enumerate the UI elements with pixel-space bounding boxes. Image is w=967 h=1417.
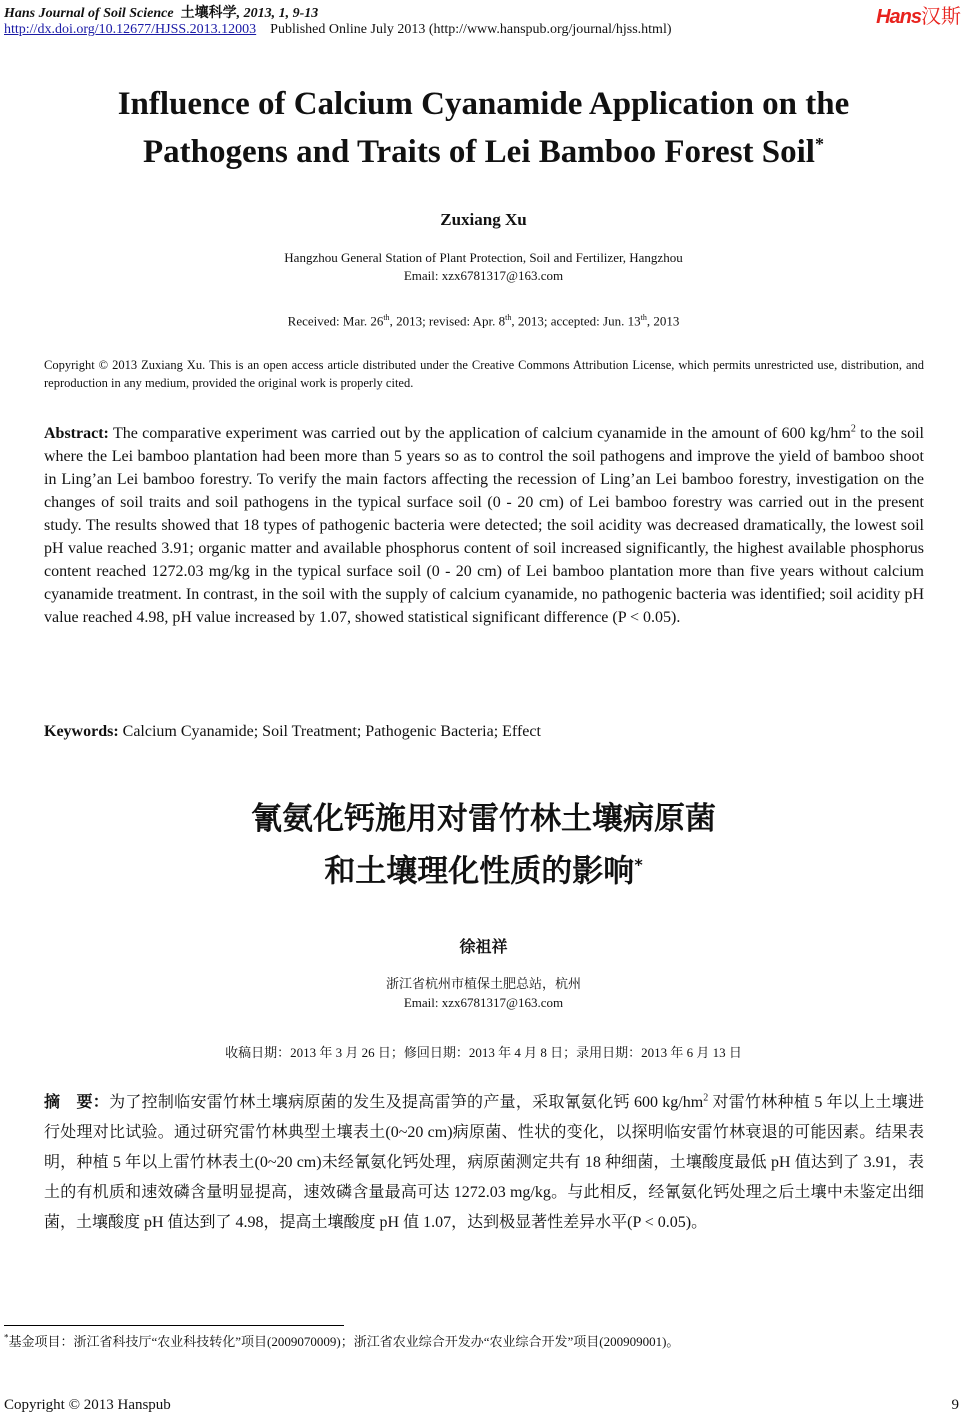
page-number: 9 <box>951 1397 959 1413</box>
revised-date: , 2013; revised: Apr. 8 <box>389 313 506 329</box>
ordinal-sup: th <box>383 313 390 322</box>
hans-logo <box>876 0 961 29</box>
abstract-en <box>44 422 924 629</box>
abstract-cn-text-2: 对雷竹林种植 5 年以上土壤进行处理对比试验。通过研究雷竹林典型土壤表土(0~20 cm)病原菌、性状的变化，以探明临安雷竹林衰退的可能因素。结果表明，种植 5 年以上雷竹林表土(0~20 cm)未经氰氨化钙处理，病原菌测定共有 18 种细菌，土壤酸度最低 pH 值达到了 3.91，表土的有机质和速效磷含量明显提高，速效磷含量最高可达 1272.03 mg/kg。与此相反，经氰氨化钙处理之后土壤中未鉴定出细菌，土壤酸度 pH 值达到了 4.98，提高土壤酸度 pH 值 1.07，达到极显著性差异水平(P < 0.05)。 <box>44 1094 924 1231</box>
abstract-text-1: The comparative experiment was carried out by the application of calcium cyanamide in the amount of 600 kg/hm <box>108 425 851 442</box>
logo-cn: 汉斯 <box>921 6 961 28</box>
copyright-notice: Copyright © 2013 Zuxiang Xu. This is an open access article distributed under the Creative Commons Attribution License, which permits unrestricted use, distribution, and reproduction in any medium, provided the original work is properly cited. <box>44 358 924 390</box>
superscript: 2 <box>850 423 856 435</box>
journal-name: Hans Journal of Soil Science <box>4 6 174 21</box>
author-name: Zuxiang Xu <box>440 210 527 229</box>
title-line-1: Influence of Calcium Cyanamide Application on the <box>117 86 850 122</box>
accepted-year: , 2013 <box>646 313 680 329</box>
keywords-list: Calcium Cyanamide; Soil Treatment; Pathogenic Bacteria; Effect <box>118 723 541 740</box>
article-dates <box>0 313 967 329</box>
abstract-text-2: to the soil where the Lei bamboo plantation had been more than 5 years so as to control the soil pathogens and improve the yield of bamboo shoot in Ling’an Lei bamboo forestry. To verify the main factors affecting the recession of Ling’an Lei bamboo forestry, investigation on the changes of soil traits and soil pathogens in the typical surface soil (0 - 20 cm) of Lei bamboo forestry was carried out in the present study. The results showed that 18 types of pathogenic bacteria were detected; the soil acidity was decreased dramatically, the lowest soil pH value reached 3.91; organic matter and available phosphorus content of soil increased significantly, the highest available phosphorus content reached 1272.03 mg/kg in the typical surface soil (0 - 20 cm) of Lei bamboo plantation more than five years without calcium cyanamide treatment. In contrast, in the soil with the supply of calcium cyanamide, no pathogenic bacteria was identified; soil acidity pH value reached 4.98, pH value increased by 1.07, showed statistical significant difference (P < 0.05). <box>44 425 924 626</box>
abstract-label: Abstract: <box>44 425 109 442</box>
title-cn-footnote-mark: * <box>634 855 643 874</box>
footnote-divider <box>4 1325 344 1326</box>
affiliation-block <box>0 249 967 285</box>
affiliation-cn: 浙江省杭州市植保土肥总站，杭州 <box>385 976 581 991</box>
journal-header <box>4 2 318 22</box>
received-date: Received: Mar. 26 <box>287 313 384 329</box>
abstract-cn <box>44 1088 924 1238</box>
keywords-label: Keywords: <box>44 723 119 740</box>
doi-link[interactable]: http://dx.doi.org/10.12677/HJSS.2013.12003 <box>4 22 257 37</box>
affiliation-block-cn <box>0 974 967 1012</box>
ordinal-sup: th <box>640 313 647 322</box>
affiliation: Hangzhou General Station of Plant Protection, Soil and Fertilizer, Hangzhou <box>284 250 683 265</box>
title-cn-line-1: 氰氨化钙施用对雷竹林土壤病原菌 <box>251 801 716 837</box>
paper-title <box>0 84 967 172</box>
ordinal-sup: th <box>505 313 512 322</box>
abstract-label-cn: 摘 要： <box>44 1094 110 1111</box>
superscript: 2 <box>703 1092 709 1104</box>
published-info: Published Online July 2013 (http://www.hanspub.org/journal/hjss.html) <box>270 22 672 37</box>
author-email: Email: xzx6781317@163.com <box>403 268 564 283</box>
author-email-cn: Email: xzx6781317@163.com <box>403 995 564 1010</box>
title-footnote-mark: * <box>814 134 824 154</box>
title-cn-line-2: 和土壤理化性质的影响 <box>324 853 635 890</box>
funding-text: 基金项目：浙江省科技厅“农业科技转化”项目(2009070009)；浙江省农业综合开发办“农业综合开发”项目(200909001)。 <box>8 1334 680 1349</box>
accepted-date: , 2013; accepted: Jun. 13 <box>511 313 641 329</box>
doi-line <box>4 22 672 38</box>
article-dates-cn: 收稿日期：2013 年 3 月 26 日；修回日期：2013 年 4 月 8 日；录用日期：2013 年 6 月 13 日 <box>225 1045 742 1060</box>
keywords <box>44 723 541 741</box>
journal-name-cn: 土壤科学 <box>180 6 237 21</box>
footer-copyright: Copyright © 2013 Hanspub <box>4 1397 171 1413</box>
title-line-2: Pathogens and Traits of Lei Bamboo Forest Soil <box>143 134 815 170</box>
abstract-cn-text-1: 为了控制临安雷竹林土壤病原菌的发生及提高雷笋的产量，采取氰氨化钙 600 kg/hm <box>109 1094 704 1111</box>
funding-footnote <box>4 1331 679 1350</box>
paper-title-cn <box>0 796 967 894</box>
footnote-mark: * <box>4 1332 9 1343</box>
logo-latin: Hans <box>876 6 921 28</box>
author-name-cn: 徐祖祥 <box>459 939 508 956</box>
journal-citation: , 2013, 1, 9-13 <box>236 6 319 21</box>
